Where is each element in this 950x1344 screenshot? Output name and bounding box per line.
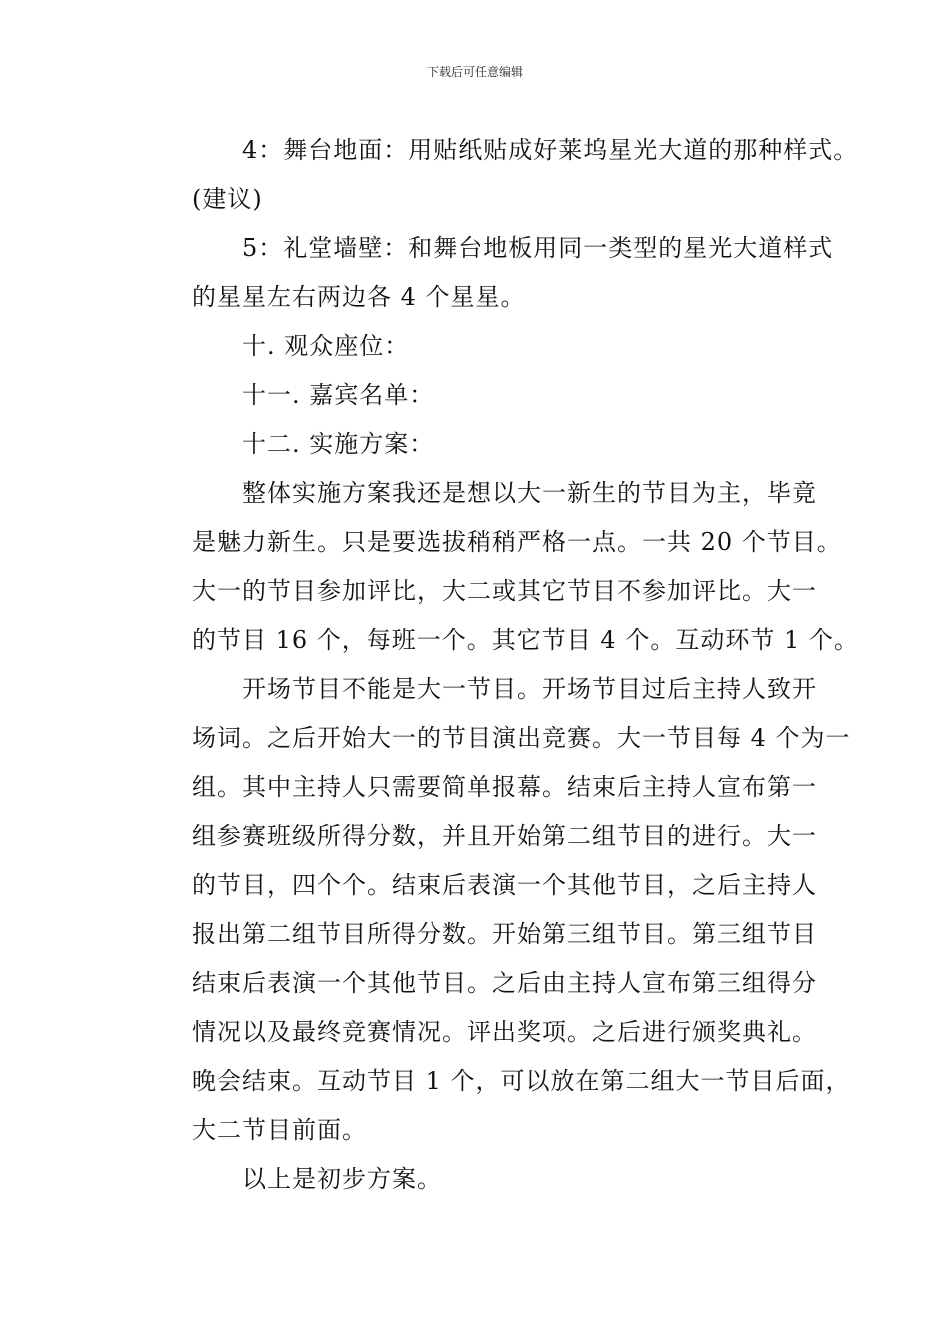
text-line: 的节目，四个个。结束后表演一个其他节目，之后主持人 <box>192 871 817 899</box>
text-line: 大一的节目参加评比，大二或其它节目不参加评比。大一 <box>192 577 817 605</box>
text-line: 场词。之后开始大一的节目演出竞赛。大一节目每 4 个为一 <box>192 724 851 752</box>
text-line: 组参赛班级所得分数，并且开始第二组节目的进行。大一 <box>192 822 817 850</box>
heading-guest-list <box>144 371 806 420</box>
text-line: 晚会结束。互动节目 1 个，可以放在第二组大一节目后面， <box>192 1067 851 1095</box>
text-line: 5：礼堂墙壁：和舞台地板用同一类型的星光大道样式 <box>242 234 834 262</box>
text-line: 十. 观众座位： <box>242 332 410 360</box>
heading-implementation-plan <box>144 420 806 469</box>
paragraph-conclusion <box>144 1155 806 1204</box>
text-line: 大二节目前面。 <box>192 1116 367 1144</box>
text-line: 情况以及最终竞赛情况。评出奖项。之后进行颁奖典礼。 <box>192 1018 817 1046</box>
paragraph-hall-wall <box>144 224 834 322</box>
text-line: 组。其中主持人只需要简单报幕。结束后主持人宣布第一 <box>192 773 817 801</box>
paragraph-overall-plan <box>144 469 859 665</box>
heading-audience-seating <box>144 322 806 371</box>
text-line: (建议) <box>192 185 263 213</box>
text-line: 开场节目不能是大一节目。开场节目过后主持人致开 <box>242 675 817 703</box>
text-line: 报出第二组节目所得分数。开始第三组节目。第三组节目 <box>192 920 817 948</box>
text-line: 的星星左右两边各 4 个星星。 <box>192 283 526 311</box>
text-line: 4：舞台地面：用贴纸贴成好莱坞星光大道的那种样式。 <box>242 136 859 164</box>
text-line: 十一. 嘉宾名单： <box>242 381 435 409</box>
text-line: 整体实施方案我还是想以大一新生的节目为主，毕竟 <box>242 479 817 507</box>
text-line: 以上是初步方案。 <box>242 1165 442 1193</box>
paragraph-program-order <box>144 665 851 1155</box>
paragraph-stage-floor <box>144 126 859 224</box>
text-line: 是魅力新生。只是要选拔稍稍严格一点。一共 20 个节目。 <box>192 528 842 556</box>
page-header: 下载后可任意编辑 <box>426 65 523 79</box>
text-line: 十二. 实施方案： <box>242 430 435 458</box>
text-line: 的节目 16 个，每班一个。其它节目 4 个。互动环节 1 个。 <box>192 626 859 654</box>
text-line: 结束后表演一个其他节目。之后由主持人宣布第三组得分 <box>192 969 817 997</box>
document-body <box>144 126 859 1204</box>
